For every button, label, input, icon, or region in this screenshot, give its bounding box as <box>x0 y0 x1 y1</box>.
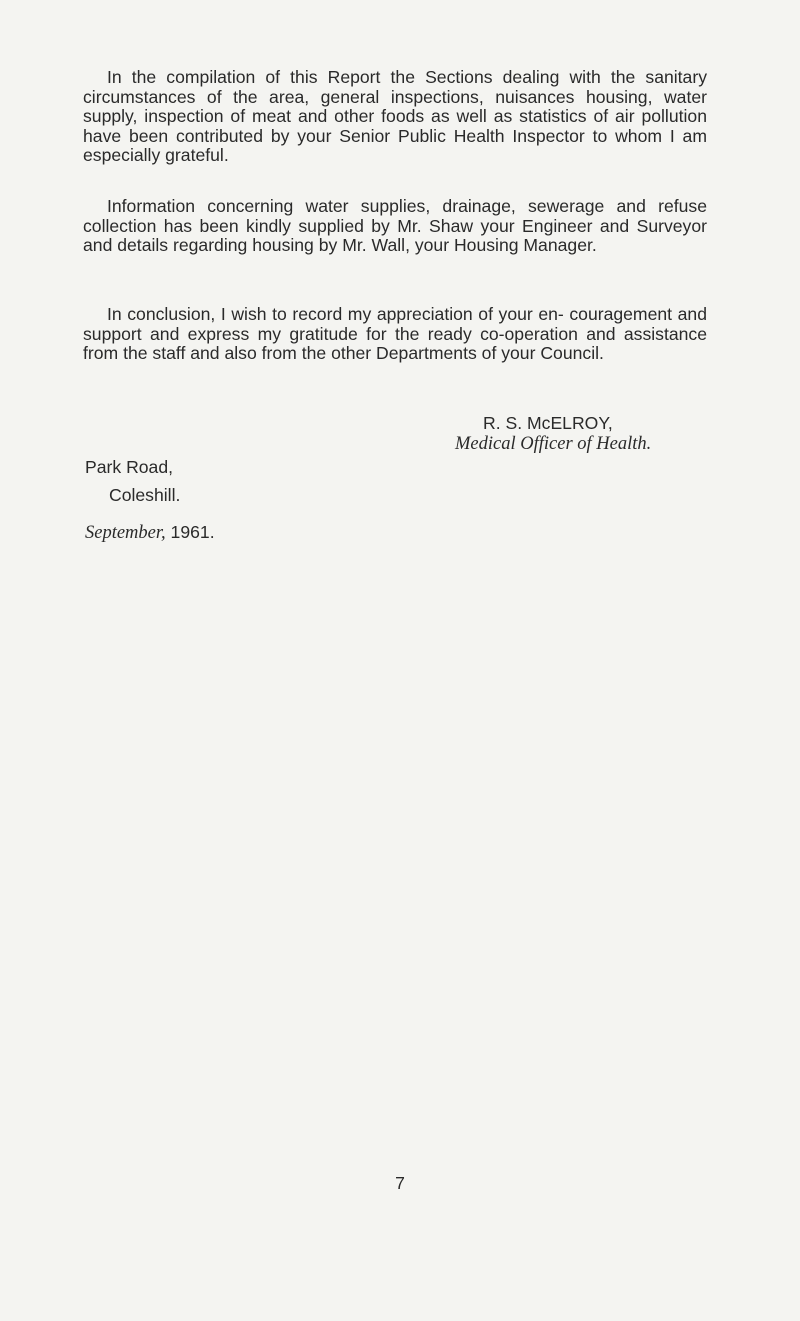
paragraph-text: In conclusion, I wish to record my appreciation of your en- couragement and support and express my gratitude for the ready co-operation and assistance from the staff and also from the other Departments of your Council. <box>83 304 707 364</box>
signature-title: Medical Officer of Health. <box>455 434 652 454</box>
address-line-2: Coleshill. <box>109 485 181 505</box>
page-number: 7 <box>395 1173 405 1193</box>
address-line-1: Park Road, <box>85 457 174 477</box>
date-year: 1961. <box>165 522 215 542</box>
paragraph-acknowledgement-engineer <box>83 197 707 256</box>
date-month: September, <box>85 523 166 543</box>
paragraph-conclusion <box>83 305 707 364</box>
paragraph-text: In the compilation of this Report the Sections dealing with the sanitary circumstances of the area, general inspections, nuisances housing, water supply, inspection of meat and other foods as well as statistics of air pollution have been contributed by your Senior Public Health Inspector to whom I am especially grateful. <box>83 67 707 166</box>
paragraph-text: Information concerning water supplies, drainage, sewerage and refuse collection has been kindly supplied by Mr. Shaw your Engineer and Surveyor and details regarding housing by Mr. Wall, your Housing Manager. <box>83 196 707 256</box>
date-line <box>85 522 215 543</box>
paragraph-acknowledgement-inspector <box>83 68 707 166</box>
signature-name: R. S. McELROY, <box>483 413 613 433</box>
